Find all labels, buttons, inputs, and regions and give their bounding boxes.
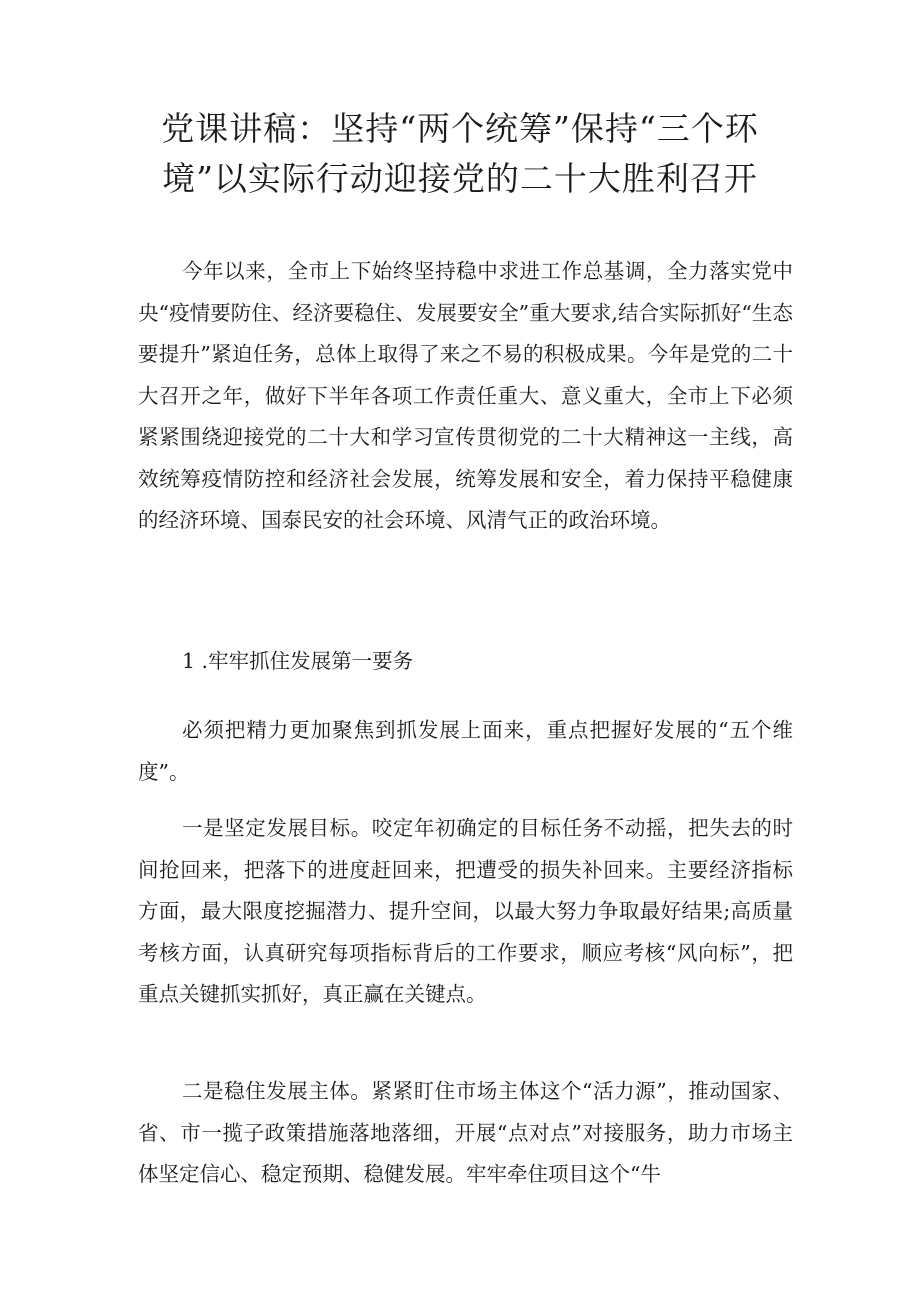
title-line-2: 境”以实际行动迎接党的二十大胜利召开 (162, 159, 758, 198)
paragraph-subject: 二是稳住发展主体。紧紧盯住市场主体这个“活力源”，推动国家、省、市一揽子政策措施落地落细，开展“点对点”对接服务，助力市场主体坚定信心、稳定预期、稳健发展。牢牢牵住项目这个“牛 (138, 1079, 793, 1186)
title-line-1: 党课讲稿：坚持“两个统筹”保持“三个环 (161, 109, 759, 148)
paragraph-goal: 一是坚定发展目标。咬定年初确定的目标任务不动摇，把失去的时间抢回来，把落下的进度赶回来，把遭受的损失补回来。主要经济指标方面，最大限度挖掘潜力、提升空间，以最大努力争取最好结果;高质量考核方面，认真研究每项指标背后的工作要求，顺应考核“风向标”，把重点关键抓实抓好，真正赢在关键点。 (138, 816, 793, 1006)
paragraph-intro: 今年以来，全市上下始终坚持稳中求进工作总基调，全力落实党中央“疫情要防住、经济要稳住、发展要安全”重大要求,结合实际抓好“生态要提升”紧迫任务，总体上取得了来之不易的积极成果。今年是党的二十大召开之年，做好下半年各项工作责任重大、意义重大，全市上下必须紧紧围绕迎接党的二十大和学习宣传贯彻党的二十大精神这一主线，高效统筹疫情防控和经济社会发展，统筹发展和安全，着力保持平稳健康的经济环境、国泰民安的社会环境、风清气正的政治环境。 (138, 259, 793, 532)
paragraph-focus: 必须把精力更加聚焦到抓发展上面来，重点把握好发展的“五个维度”。 (138, 718, 793, 784)
document-title (130, 104, 790, 204)
section-heading: 1 .牢牢抓住发展第一要务 (182, 649, 414, 673)
